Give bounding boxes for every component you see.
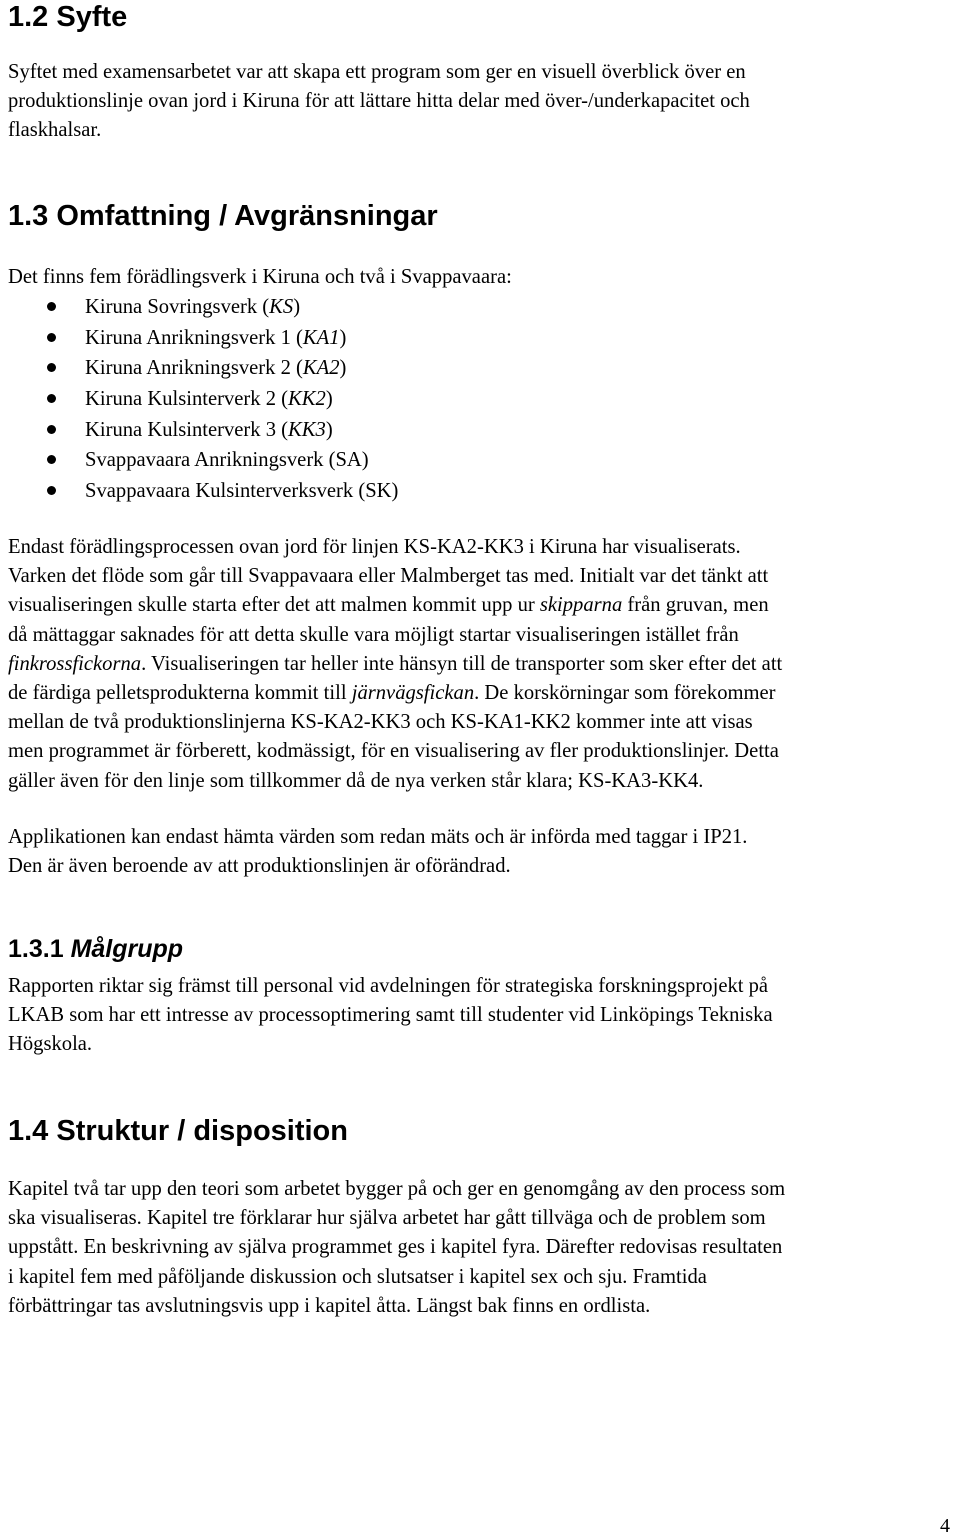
- bullet-icon: [47, 302, 56, 311]
- paragraph-syfte: [8, 58, 956, 146]
- plant-code: KA2: [302, 357, 340, 380]
- list-item: [0, 476, 960, 507]
- plant-name: Kiruna Kulsinterverk 3 (: [85, 418, 289, 441]
- bullet-icon: [47, 425, 56, 434]
- text-line: förbättringar tas avslutningsvis upp i kapitel åtta. Längst bak finns en ordlista.: [8, 1294, 651, 1317]
- paren-close: ): [293, 296, 301, 318]
- text-line: finkrossfickorna. Visualiseringen tar heller inte hänsyn till de transporter som sker efter det att: [8, 652, 783, 675]
- text-line: flaskhalsar.: [8, 119, 102, 142]
- text-line: gäller även för den linje som tillkommer då de nya verken står klara; KS-KA3-KK4.: [8, 769, 704, 792]
- paragraph-malgrupp: [8, 972, 956, 1060]
- plant-code: KA1: [302, 326, 340, 349]
- page-number: 4: [940, 1515, 950, 1537]
- paren-close: ): [339, 357, 347, 380]
- list-item: [0, 384, 960, 415]
- text-line: då mättaggar saknades för att detta skulle vara möjligt startar visualiseringen istället från: [8, 623, 739, 646]
- bullet-list-plants: [0, 292, 960, 507]
- term-jarnvagsfickan: järnvägsfickan: [351, 682, 475, 705]
- list-item: [0, 415, 960, 446]
- term-skipparna: skipparna: [539, 594, 623, 617]
- plant-name: Kiruna Kulsinterverk 2 (: [85, 388, 289, 411]
- paragraph-struktur: [8, 1175, 956, 1321]
- text-line: Högskola.: [8, 1033, 93, 1056]
- paren-close: ): [325, 388, 333, 411]
- section-heading-omfattning: 1.3 Omfattning / Avgränsningar: [8, 200, 438, 232]
- text-line: Den är även beroende av att produktionslinjen är oförändrad.: [8, 855, 511, 878]
- heading-italic-part: Målgrupp: [70, 935, 184, 963]
- text-line: Applikationen kan endast hämta värden som redan mäts och är införda med taggar i IP21.: [8, 826, 748, 848]
- section-heading-struktur: 1.4 Struktur / disposition: [8, 1115, 348, 1147]
- text-line: de färdiga pelletsprodukterna kommit till järnvägsfickan. De korskörningar som förekommer: [8, 682, 776, 705]
- plant-name: Kiruna Anrikningsverk 1 (: [85, 326, 303, 349]
- bullet-icon: [47, 455, 56, 464]
- text-line: ska visualiseras. Kapitel tre förklarar hur själva arbetet har gått tillväga och de problem som: [8, 1207, 766, 1230]
- bullet-icon: [47, 333, 56, 342]
- text-line: mellan de två produktionslinjerna KS-KA2-KK3 och KS-KA1-KK2 kommer inte att visas: [8, 711, 753, 734]
- paren-close: ): [325, 418, 333, 441]
- text-line: produktionslinje ovan jord i Kiruna för att lättare hitta delar med över-/underkapacitet och: [8, 90, 750, 113]
- section-heading-syfte: 1.2 Syfte: [8, 1, 128, 33]
- plant-name: Kiruna Sovringsverk (: [85, 296, 270, 318]
- text-line: Syftet med examensarbetet var att skapa ett program som ger en visuell överblick över en: [8, 61, 746, 83]
- text-line: visualiseringen skulle starta efter det att malmen kommit upp ur skipparna från gruvan, men: [8, 594, 769, 617]
- section-heading-malgrupp: 1.3.1 Målgrupp: [8, 935, 184, 963]
- text-line: men programmet är förberett, kodmässigt, för en visualisering av fler produktionslinjer. Detta: [8, 740, 779, 763]
- text-line: i kapitel fem med påföljande diskussion och slutsatser i kapitel sex och sju. Framtida: [8, 1265, 707, 1288]
- term-finkrossfickorna: finkrossfickorna: [8, 652, 142, 675]
- plant-name: Svappavaara Anrikningsverk (SA): [85, 449, 369, 472]
- text-line: LKAB som har ett intresse av processoptimering samt till studenter vid Linköpings Tekniska: [8, 1004, 773, 1027]
- plant-code: KS: [269, 296, 294, 318]
- text-line: uppstått. En beskrivning av själva programmet ges i kapitel fyra. Därefter redovisas resultaten: [8, 1236, 783, 1259]
- paragraph-scope: [8, 533, 956, 796]
- paren-close: ): [339, 326, 347, 349]
- list-item: [0, 353, 960, 384]
- plant-code: KK2: [288, 388, 326, 411]
- bullet-icon: [47, 394, 56, 403]
- text-line: Kapitel två tar upp den teori som arbetet bygger på och ger en genomgång av den process som: [8, 1178, 786, 1200]
- list-item: [0, 445, 960, 476]
- list-item: [0, 292, 960, 323]
- plant-name: Kiruna Anrikningsverk 2 (: [85, 357, 303, 380]
- text-line: Rapporten riktar sig främst till personal vid avdelningen för strategiska forskningsprojekt på: [8, 975, 769, 997]
- bullet-icon: [47, 363, 56, 372]
- intro-text: Det finns fem förädlingsverk i Kiruna och två i Svappavaara:: [8, 266, 512, 288]
- plant-name: Svappavaara Kulsinterverksverk (SK): [85, 480, 399, 503]
- text-line: Endast förädlingsprocessen ovan jord för linjen KS-KA2-KK3 i Kiruna har visualiserats.: [8, 536, 741, 558]
- text-line: Varken det flöde som går till Svappavaara eller Malmberget tas med. Initialt var det tänkt att: [8, 565, 769, 588]
- bullet-icon: [47, 486, 56, 495]
- plant-code: KK3: [288, 418, 326, 441]
- list-item: [0, 323, 960, 354]
- paragraph-application: [8, 823, 956, 881]
